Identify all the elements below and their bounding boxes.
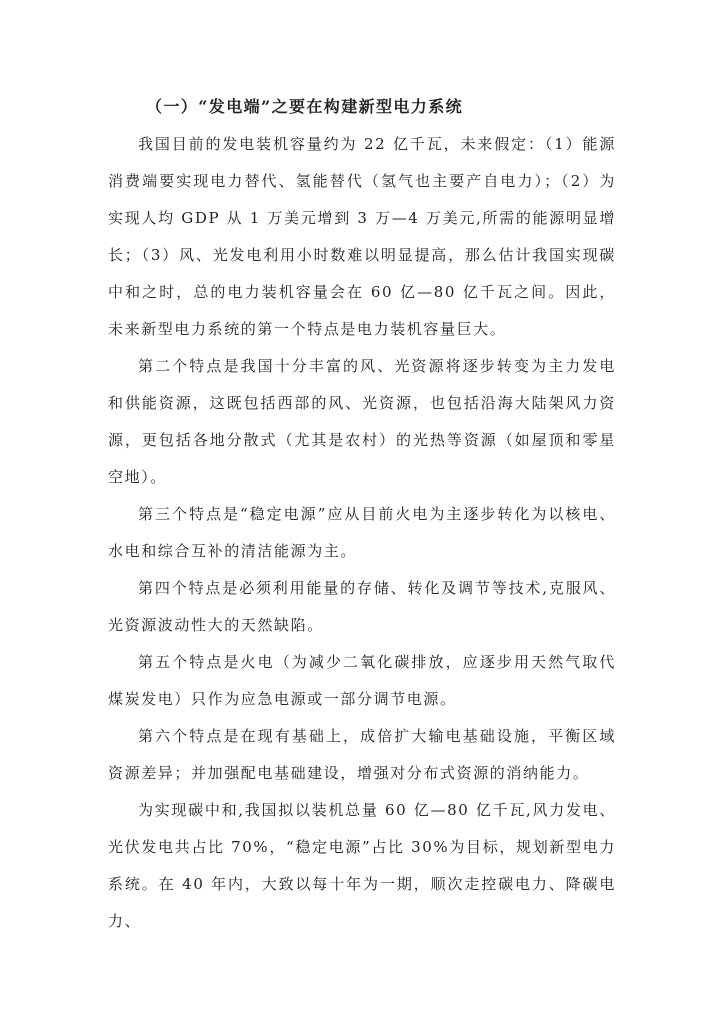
paragraph-installed-capacity: 我国目前的发电装机容量约为 22 亿千瓦，未来假定：（1）能源消费端要实现电力替代、氢能替代（氢气也主要产自电力）；（2）为实现人均 GDP 从 1 万美元增到 3 万—4 万美元,所需的能源明显增长；（3）风、光发电利用小时数难以明显提高，那么估计我国实现碳中和之时，总的电力装机容量会在 60 亿—80 亿千瓦之间。因此，未来新型电力系统的第一个特点是电力装机容量巨大。 [108,135,616,338]
paragraph-second-feature: 第二个特点是我国十分丰富的风、光资源将逐步转变为主力发电和供能资源，这既包括西部的风、光资源，也包括沿海大陆架风力资源，更包括各地分散式（尤其是农村）的光热等资源（如屋顶和零星空地）。 [108,357,616,486]
paragraph-carbon-neutral-plan: 为实现碳中和,我国拟以装机总量 60 亿—80 亿千瓦,风力发电、光伏发电共占比 70%，“稳定电源”占比 30%为目标，规划新型电力系统。在 40 年内，大致以每十年为一期，顺次走控碳电力、降碳电力、 [108,801,616,930]
paragraph-sixth-feature: 第六个特点是在现有基础上，成倍扩大输电基础设施，平衡区域资源差异；并加强配电基础建设，增强对分布式资源的消纳能力。 [108,727,616,782]
section-heading: （一）“发电端”之要在构建新型电力系统 [146,97,464,116]
paragraph-fourth-feature: 第四个特点是必须利用能量的存储、转化及调节等技术,克服风、光资源波动性大的天然缺陷。 [108,579,616,634]
paragraph-third-feature: 第三个特点是“稳定电源”应从目前火电为主逐步转化为以核电、水电和综合互补的清洁能源为主。 [108,505,616,560]
paragraph-fifth-feature: 第五个特点是火电（为减少二氧化碳排放，应逐步用天然气取代煤炭发电）只作为应急电源或一部分调节电源。 [108,653,616,708]
